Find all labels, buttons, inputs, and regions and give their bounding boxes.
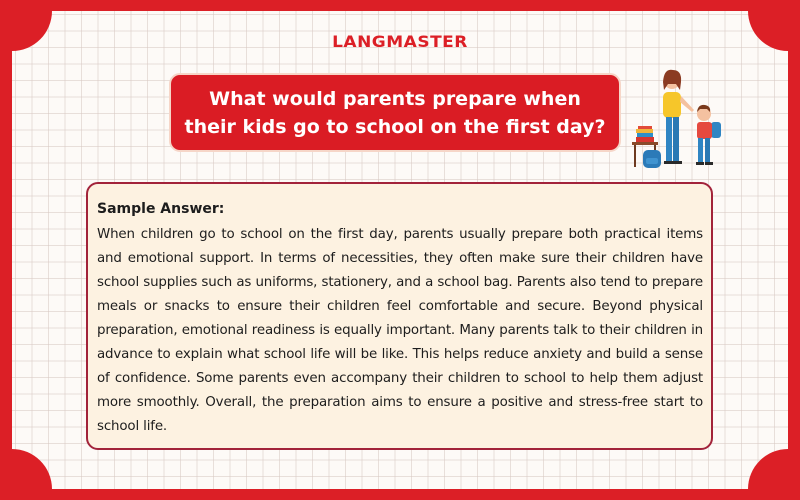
- parent-child-illustration-icon: [628, 62, 728, 170]
- frame-corner-bottom-right: [748, 449, 788, 489]
- frame-corner-bottom-left: [12, 449, 52, 489]
- question-text: What would parents prepare when their kids go to school on the first day?: [184, 87, 606, 138]
- answer-body: When children go to school on the first day, parents usually prepare both practical items and emotional support. In terms of necessities, they often make sure their children have school supplies such as uniforms, stationery, and a school bag. Parents also tend to prepare meals or snacks to ensure their children feel comfortable and secure. Beyond physical preparation, emotional readiness is equally important. Many parents talk to their children in advance to explain what school life will be like. This helps reduce anxiety and build a sense of confidence. Some parents even accompany their children to school to help them adjust more smoothly. Overall, the preparation aims to ensure a positive and stress-free start to school life.: [97, 227, 703, 434]
- answer-heading: Sample Answer:: [97, 201, 225, 217]
- brand-logo: LANGMASTER: [332, 32, 468, 52]
- sample-answer-card: [86, 182, 713, 450]
- question-banner: [169, 73, 621, 152]
